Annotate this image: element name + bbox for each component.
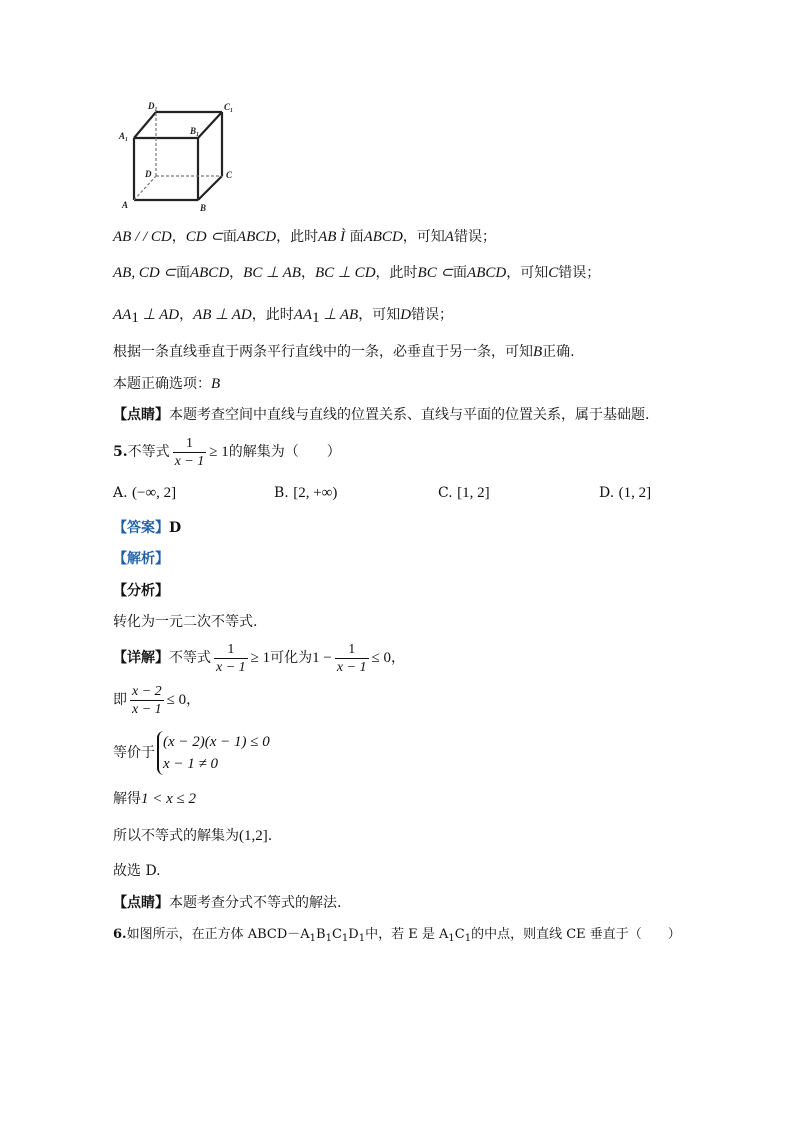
- analysis-heading: 【解析】: [113, 551, 169, 567]
- option-a[interactable]: A. (−∞, 2]: [113, 485, 177, 501]
- result-line: 所以不等式的解集为(1,2].: [113, 828, 273, 844]
- question-6: 6.如图所示，在正方体 $ABCD-A_1B_1C_1D_1$中，若 E 是 $A_1C_1$的中点，则直线 CE 垂直于（ ）: [113, 927, 681, 944]
- cube-label-d: D: [145, 169, 152, 179]
- cube-figure: [110, 98, 250, 218]
- cube-label-a: A: [122, 200, 129, 210]
- answer-line: 【答案】D: [113, 520, 182, 536]
- fenxi-text: 转化为一元二次不等式.: [113, 614, 258, 630]
- option-b[interactable]: B. [2, +∞): [274, 485, 338, 501]
- equivalent-system: 等价于 (x − 2)(x − 1) ≤ 0 x − 1 ≠ 0: [113, 730, 270, 776]
- cube-label-b1: B₁: [190, 126, 200, 136]
- reason-line-d: $AA_1$ ⊥ AD，AB ⊥ AD，此时$AA_1$ ⊥ AB，可知D错误；: [113, 307, 454, 326]
- ji-line: 即 $\frac{x - 2}{x - 1}$ ≤ 0，: [113, 683, 201, 717]
- question-5: 5.不等式 $\frac{1}{x - 1}$ ≥ 1的解集为（ ）: [113, 435, 341, 469]
- fenxi-heading: 【分析】: [113, 583, 169, 599]
- cube-label-a1: A₁: [119, 131, 129, 141]
- cube-label-b: B: [200, 203, 207, 213]
- option-d[interactable]: D. (1, 2]: [599, 485, 652, 501]
- option-c[interactable]: C. [1, 2]: [438, 485, 490, 501]
- cube-label-d1: D₁: [148, 101, 158, 111]
- reason-line-c: AB, CD ⊂面ABCD，BC ⊥ AB，BC ⊥ CD，此时BC ⊂面ABCD，可知C错误；: [113, 265, 601, 281]
- commentary-line: 【点睛】本题考查空间中直线与直线的位置关系、直线与平面的位置关系，属于基础题.: [113, 407, 650, 423]
- reason-line-b: 根据一条直线垂直于两条平行直线中的一条，必垂直于另一条，可知B正确.: [113, 344, 575, 360]
- cube-label-c: C: [226, 170, 233, 180]
- cube-label-c1: C₁: [224, 102, 234, 112]
- reason-line-a: AB / / CD，CD ⊂面ABCD，此时AB Ì 面ABCD，可知A错误；: [113, 229, 496, 245]
- choose-line: 故选 D.: [113, 863, 161, 879]
- solve-line: 解得1 < x ≤ 2: [113, 791, 197, 807]
- detail-line: 【详解】不等式 $\frac{1}{x - 1}$ ≥ 1可化为1 − $\frac{1}{x - 1}$ ≤ 0，: [113, 641, 406, 675]
- correct-option-line: 本题正确选项：B: [113, 376, 221, 392]
- commentary-line-2: 【点睛】本题考查分式不等式的解法.: [113, 895, 342, 911]
